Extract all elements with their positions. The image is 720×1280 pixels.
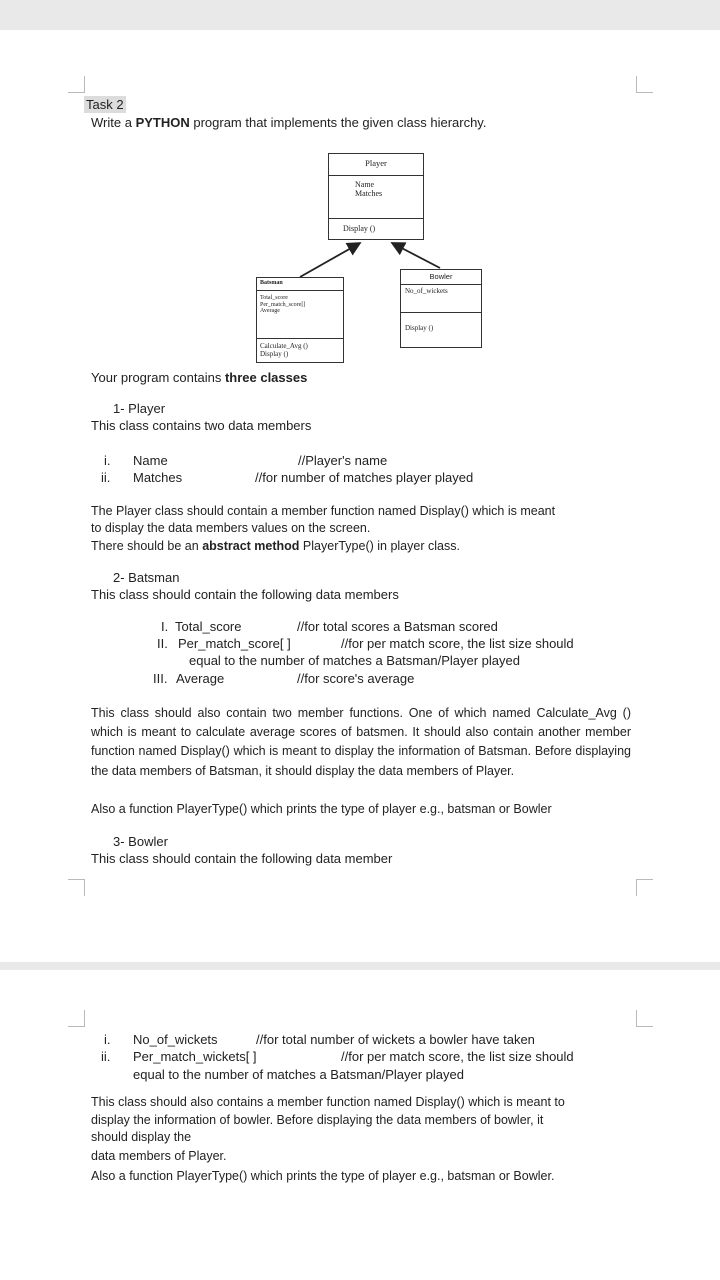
section3-item-1-num: i. <box>104 1032 111 1047</box>
player-method-display: Display () <box>343 224 376 233</box>
bowler-method-display: Display () <box>405 324 434 332</box>
player-class-name: Player <box>365 158 387 168</box>
section1-para-line3-suffix: PlayerType() in player class. <box>299 539 460 553</box>
batsman-method-display: Display () <box>260 350 289 358</box>
section2-item-1-comment: //for total scores a Batsman scored <box>297 619 498 634</box>
batsman-method-calculate-avg: Calculate_Avg () <box>260 342 308 350</box>
crop-mark-bottom-right <box>636 879 653 896</box>
section3-para-line2: display the information of bowler. Before displaying the data members of bowler, it <box>91 1113 544 1127</box>
section3-item-2-num: ii. <box>101 1049 111 1064</box>
section2-desc: This class should contain the following data members <box>91 587 399 602</box>
task-heading: Task 2 <box>86 97 124 112</box>
section3-title: 3- Bowler <box>113 834 168 849</box>
section3-para-last: Also a function PlayerType() which prints the type of player e.g., batsman or Bowler. <box>91 1169 555 1183</box>
player-attr-matches: Matches <box>355 189 383 198</box>
section1-item-1-name: Name <box>133 453 168 468</box>
bowler-attr-wickets: No_of_wickets <box>405 287 448 295</box>
crop-mark-p2-right <box>636 1010 653 1027</box>
section2-item-3-comment: //for score's average <box>297 671 415 686</box>
batsman-class-box <box>256 277 344 363</box>
section1-para-line3-bold: abstract method <box>202 539 300 553</box>
section2-item-2-comment: //for per match score, the list size should <box>341 636 574 651</box>
page-separator-band <box>0 962 720 970</box>
batsman-attr-per-match-score: Per_match_score[] <box>260 301 306 308</box>
section3-item-2-cont: equal to the number of matches a Batsman/Player played <box>133 1067 464 1082</box>
intro-prefix: Your program contains <box>91 370 225 385</box>
bowler-class-name: Bowler <box>429 272 453 281</box>
intro-bold: three classes <box>224 370 308 385</box>
section1-title: 1- Player <box>113 401 166 416</box>
section2-item-1-name: Total_score <box>175 619 242 634</box>
crop-mark-p2-left <box>68 1010 85 1027</box>
section1-para-line1: The Player class should contain a member function named Display() which is meant <box>91 504 556 518</box>
batsman-attr-average: Average <box>260 308 280 314</box>
player-attr-name: Name <box>355 180 375 189</box>
instruction-prefix: Write a <box>91 115 136 130</box>
bowler-arrow <box>392 243 440 268</box>
section2-item-1-num: I. <box>161 619 169 634</box>
player-class-box <box>328 153 424 240</box>
section1-item-1-num: i. <box>104 453 111 468</box>
instruction-bold: PYTHON <box>135 115 190 130</box>
section1-para-line2: to display the data members values on the screen. <box>91 521 371 535</box>
section2-item-2-name: Per_match_score[ ] <box>178 636 291 651</box>
section3-desc: This class should contain the following data member <box>91 851 393 866</box>
section2-item-2-num: II. <box>157 636 168 651</box>
batsman-arrow <box>300 243 360 277</box>
batsman-class-name: Batsman <box>260 280 283 286</box>
section3-para-line1: This class should also contains a member function named Display() which is meant to <box>91 1095 565 1109</box>
section2-para-last: Also a function PlayerType() which prints the type of player e.g., batsman or Bowler <box>91 802 552 816</box>
section1-item-1-comment: //Player's name <box>298 453 388 468</box>
section2-title: 2- Batsman <box>113 570 180 585</box>
section1-item-2-num: ii. <box>101 470 111 485</box>
section3-item-1-comment: //for total number of wickets a bowler have taken <box>256 1032 535 1047</box>
section2-item-3-name: Average <box>176 671 225 686</box>
intro-line <box>91 369 307 386</box>
crop-mark-bottom-left <box>68 879 85 896</box>
section3-para-line4: data members of Player. <box>91 1149 227 1163</box>
section2-paragraph: This class should also contain two member functions. One of which named Calculate_Avg () which is meant to calculate average scores of batsmen. It should also contain another member function named Display() which is meant to display the information of Batsman. Before displaying the data members of Batsman, it should display the data members of Player. <box>91 706 631 778</box>
section2-item-3-num: III. <box>153 671 168 686</box>
section1-desc: This class contains two data members <box>91 418 312 433</box>
batsman-attr-total-score: Total_score <box>260 295 288 301</box>
section3-item-2-comment: //for per match score, the list size should <box>341 1049 574 1064</box>
section3-item-1-name: No_of_wickets <box>133 1032 218 1047</box>
section3-item-2-name: Per_match_wickets[ ] <box>133 1049 257 1064</box>
bowler-class-box <box>400 269 482 348</box>
section1-item-2-name: Matches <box>133 470 183 485</box>
section1-para-line3-prefix: There should be an <box>91 539 203 553</box>
section2-item-2-cont: equal to the number of matches a Batsman/Player played <box>189 653 520 668</box>
section1-item-2-comment: //for number of matches player played <box>255 470 474 485</box>
instruction-suffix: program that implements the given class hierarchy. <box>189 115 487 130</box>
section3-para-line3: should display the <box>91 1130 192 1144</box>
section1-para-line3 <box>91 538 460 555</box>
